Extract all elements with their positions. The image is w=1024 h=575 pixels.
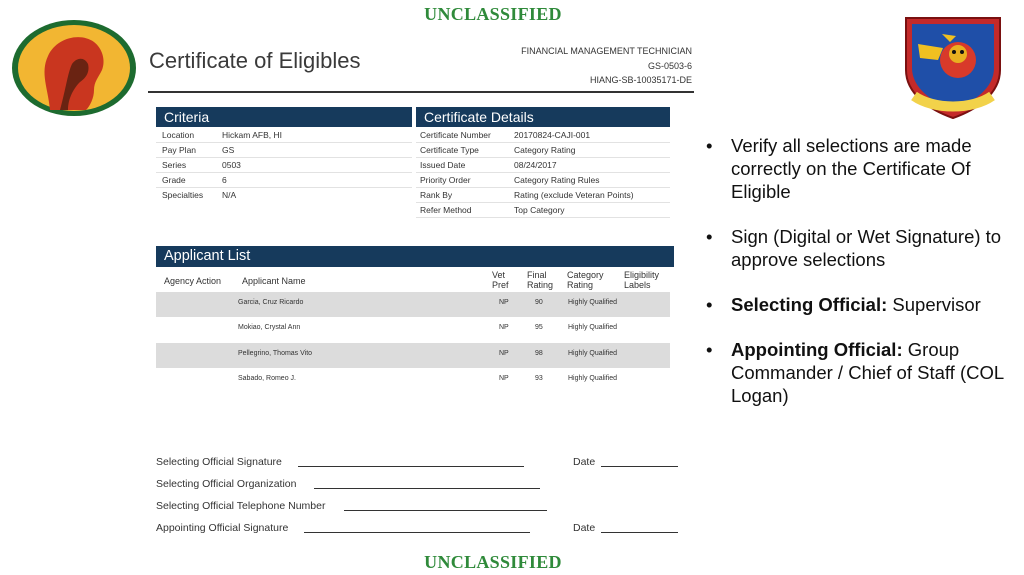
column-applicant-name: Applicant Name	[242, 276, 306, 286]
certificate-details-panel	[416, 107, 670, 127]
selecting-official-organization-label: Selecting Official Organization	[156, 478, 297, 490]
certificate-detail-value: Category Rating	[514, 145, 576, 155]
bullet-text: Group Commander / Chief of Staff (COL Logan)	[731, 339, 1004, 406]
applicant-table-header	[156, 268, 670, 293]
column-vet-pref-line2: Pref	[492, 280, 509, 290]
bullet-dot-icon: •	[706, 135, 713, 156]
applicant-name: Mokiao, Crystal Ann	[238, 324, 301, 331]
column-vet-pref-line1: Vet	[492, 270, 506, 280]
criteria-row	[156, 188, 412, 202]
column-eligibility-labels-line2: Labels	[624, 280, 651, 290]
selecting-official-telephone-label: Selecting Official Telephone Number	[156, 500, 326, 512]
classification-banner-top: UNCLASSIFIED	[424, 4, 562, 24]
column-eligibility-labels-line1: Eligibility	[624, 270, 660, 280]
selecting-signature-line[interactable]	[298, 466, 524, 467]
certificate-detail-value: Top Category	[514, 205, 565, 215]
criteria-row	[156, 173, 412, 188]
vet-pref: NP	[499, 299, 509, 306]
criteria-panel	[156, 107, 412, 127]
certificate-detail-value: Category Rating Rules	[514, 175, 600, 185]
bullet-text: Supervisor	[887, 294, 981, 315]
criteria-label: Location	[162, 130, 195, 140]
grade-code: GS-0503-6	[647, 61, 692, 71]
applicant-name: Garcia, Cruz Ricardo	[238, 299, 304, 306]
certificate-detail-row	[416, 173, 670, 188]
certificate-detail-row	[416, 203, 670, 218]
criteria-row	[156, 128, 412, 143]
criteria-label: Specialties	[162, 190, 204, 200]
criteria-value: N/A	[222, 190, 237, 200]
table-row[interactable]	[156, 368, 670, 393]
document-title: Certificate of Eligibles	[149, 48, 361, 73]
warrior-head-patch-icon	[10, 18, 138, 118]
certificate-detail-label: Rank By	[420, 190, 453, 200]
criteria-value: 0503	[222, 160, 241, 170]
certificate-detail-label: Priority Order	[420, 175, 471, 185]
certificate-detail-row	[416, 143, 670, 158]
bullet-bold-label: Appointing Official:	[731, 339, 903, 360]
column-category-rating-line1: Category	[567, 270, 604, 280]
final-rating: 95	[535, 324, 543, 331]
table-row[interactable]	[156, 317, 670, 342]
telephone-line[interactable]	[344, 510, 547, 511]
selecting-official-signature-label: Selecting Official Signature	[156, 456, 282, 468]
instruction-bullets	[706, 134, 1018, 429]
certificate-detail-label: Certificate Number	[420, 130, 491, 140]
category-rating: Highly Qualified	[568, 350, 618, 357]
bullet-dot-icon: •	[706, 339, 713, 360]
date-label: Date	[573, 522, 596, 534]
appointing-date-line[interactable]	[601, 532, 678, 533]
bullet-text: Verify all selections are made correctly on the Certificate Of Eligible	[731, 135, 972, 202]
bullet-dot-icon: •	[706, 226, 713, 247]
bullet-selecting-official	[706, 293, 1018, 316]
table-row[interactable]	[156, 343, 670, 368]
certificate-detail-label: Certificate Type	[420, 145, 479, 155]
category-rating: Highly Qualified	[568, 375, 618, 382]
criteria-value: GS	[222, 145, 235, 155]
certificate-detail-value: 08/24/2017	[514, 160, 557, 170]
bullet-sign	[706, 225, 1018, 271]
criteria-label: Pay Plan	[162, 145, 197, 155]
certificate-detail-value: Rating (exclude Veteran Points)	[514, 190, 634, 200]
bullet-text: Sign (Digital or Wet Signature) to approve selections	[731, 226, 1002, 270]
header-rule	[148, 91, 694, 93]
column-final-rating-line2: Rating	[527, 280, 554, 290]
appointing-signature-line[interactable]	[304, 532, 530, 533]
applicant-list-heading: Applicant List	[156, 246, 674, 267]
criteria-label: Series	[162, 160, 187, 170]
applicant-list-panel	[156, 246, 674, 267]
certificate-detail-value: 20170824-CAJI-001	[514, 130, 591, 140]
column-agency-action: Agency Action	[164, 276, 222, 286]
final-rating: 90	[535, 299, 543, 306]
column-final-rating-line1: Final	[527, 270, 547, 280]
bullet-bold-label: Selecting Official:	[731, 294, 888, 315]
certificate-detail-row	[416, 188, 670, 203]
certificate-detail-label: Refer Method	[420, 205, 472, 215]
criteria-heading: Criteria	[156, 107, 412, 127]
position-title: FINANCIAL MANAGEMENT TECHNICIAN	[521, 46, 692, 56]
certificate-detail-row	[416, 128, 670, 143]
appointing-official-signature-label: Appointing Official Signature	[156, 522, 289, 534]
criteria-label: Grade	[162, 175, 186, 185]
vet-pref: NP	[499, 324, 509, 331]
applicant-name: Sabado, Romeo J.	[238, 375, 296, 382]
selecting-date-line[interactable]	[601, 466, 678, 467]
vet-pref: NP	[499, 350, 509, 357]
final-rating: 98	[535, 350, 543, 357]
category-rating: Highly Qualified	[568, 299, 618, 306]
criteria-row	[156, 158, 412, 173]
certificate-detail-row	[416, 158, 670, 173]
announcement-number: HIANG-SB-10035171-DE	[589, 75, 692, 85]
certificate-detail-label: Issued Date	[420, 160, 466, 170]
criteria-row	[156, 143, 412, 158]
vet-pref: NP	[499, 375, 509, 382]
date-label: Date	[573, 456, 596, 468]
criteria-value: Hickam AFB, HI	[222, 130, 282, 140]
bullet-verify	[706, 134, 1018, 203]
hookanaka-unit-crest-icon	[898, 14, 1008, 120]
criteria-value: 6	[222, 175, 227, 185]
category-rating: Highly Qualified	[568, 324, 618, 331]
final-rating: 93	[535, 375, 543, 382]
certificate-details-heading: Certificate Details	[416, 107, 670, 127]
column-category-rating-line2: Rating	[567, 280, 594, 290]
organization-line[interactable]	[314, 488, 540, 489]
bullet-appointing-official	[706, 338, 1018, 407]
bullet-dot-icon: •	[706, 294, 713, 315]
table-row[interactable]	[156, 292, 670, 317]
applicant-name: Pellegrino, Thomas Vito	[238, 350, 313, 357]
classification-banner-bottom: UNCLASSIFIED	[424, 552, 562, 572]
